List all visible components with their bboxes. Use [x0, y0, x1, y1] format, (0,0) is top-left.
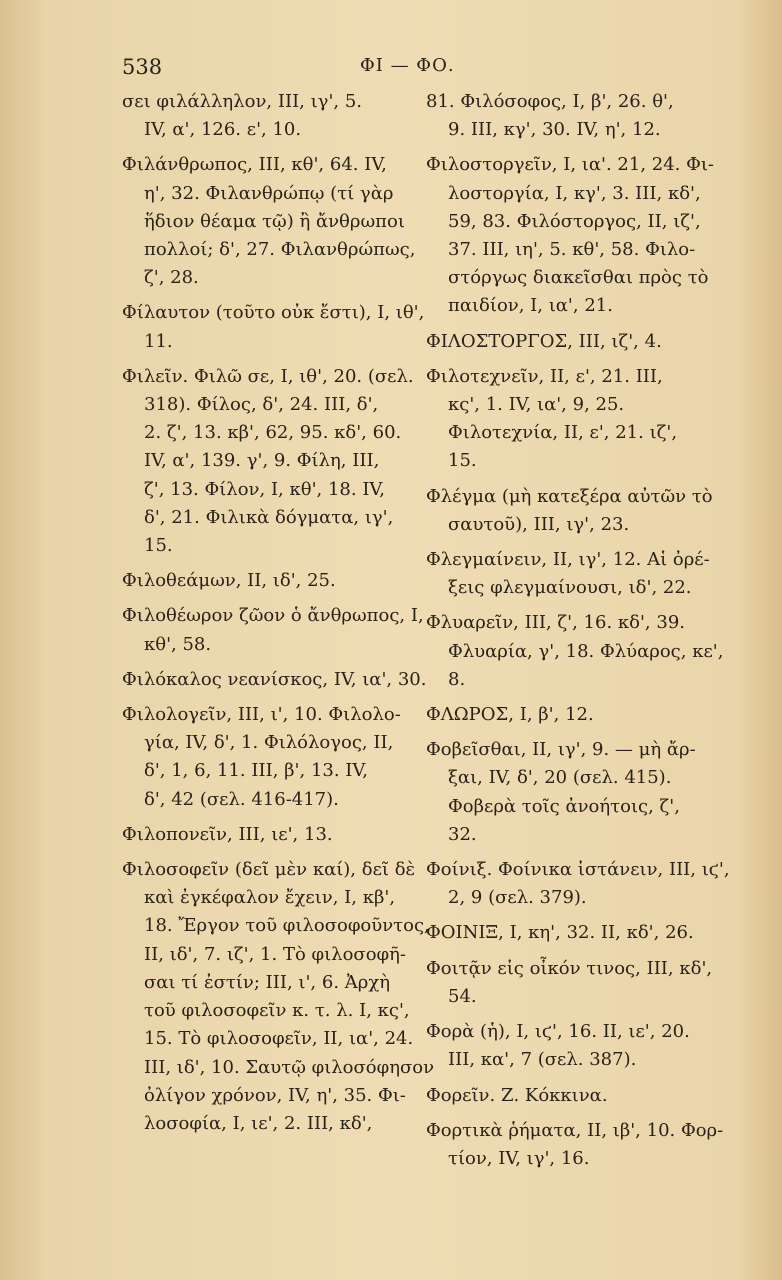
entry-line: Φοβεῖσθαι, II, ιγ', 9. — μὴ ἄρ-: [426, 739, 696, 761]
index-entry: [122, 856, 435, 1138]
index-entry: [122, 666, 427, 694]
entry-line: 32.: [448, 823, 477, 845]
index-entry: [426, 856, 730, 912]
entry-line: στόργως διακεῖσθαι πρὸς τὸ: [448, 267, 709, 289]
index-entry: [122, 567, 410, 595]
index-entry: [426, 955, 718, 1011]
entry-line: Φιλοτεχνεῖν, II, ε', 21. III,: [426, 365, 663, 387]
entry-line: 18. Ἔργον τοῦ φιλοσοφοῦντος,: [144, 915, 430, 937]
entry-line: σαι τί ἐστίν; III, ι', 6. Ἀρχὴ: [144, 971, 391, 993]
entry-line: κθ', 58.: [144, 633, 212, 655]
entry-line: 318). Φίλος, δ', 24. III, δ',: [144, 394, 379, 416]
entry-line: σει φιλάλληλον, III, ιγ', 5.: [122, 91, 363, 112]
entry-line: δ', 1, 6, 11. III, β', 13. IV,: [144, 760, 368, 782]
entry-line: III, κα', 7 (σελ. 387).: [448, 1049, 637, 1071]
entry-line: γία, IV, δ', 1. Φιλόλογος, II,: [144, 732, 394, 754]
entry-line: πολλοί; δ', 27. Φιλανθρώπως,: [144, 239, 416, 261]
entry-line: 2, 9 (σελ. 379).: [448, 887, 587, 909]
entry-line: 11.: [144, 330, 173, 352]
entry-line: Φοίνιξ. Φοίνικα ἱστάνειν, III, ιϛ',: [426, 859, 730, 881]
index-entry: [426, 363, 718, 476]
entry-line: ΦΙΛΟΣΤΟΡΓΟΣ, III, ιζ', 4.: [426, 330, 662, 352]
entry-line: 15.: [448, 450, 477, 472]
entry-line: Φορὰ (ἡ), I, ιϛ', 16. II, ιε', 20.: [426, 1021, 690, 1043]
index-entry: [426, 1082, 718, 1110]
entry-line: η', 32. Φιλανθρώπῳ (τί γὰρ: [144, 182, 394, 204]
entry-line: τοῦ φιλοσοφεῖν κ. τ. λ. I, κς',: [144, 1000, 410, 1022]
entry-line: IV, α', 126. ε', 10.: [144, 119, 302, 141]
entry-line: 81. Φιλόσοφος, I, β', 26. θ',: [426, 91, 674, 112]
entry-line: 9. III, κγ', 30. IV, η', 12.: [448, 119, 661, 141]
entry-line: ΦΟΙΝΙΞ, I, κη', 32. II, κδ', 26.: [426, 922, 694, 944]
entry-line: 15. Τὸ φιλοσοφεῖν, II, ια', 24.: [144, 1028, 414, 1050]
index-entry: [122, 701, 410, 814]
entry-line: Φιλοσοφεῖν (δεῖ μὲν καί), δεῖ δὲ: [122, 859, 416, 881]
entry-line: λοσοφία, I, ιε', 2. III, κδ',: [144, 1112, 373, 1134]
entry-line: IV, α', 139. γ', 9. Φίλη, III,: [144, 450, 380, 472]
entry-line: ξεις φλεγμαίνουσι, ιδ', 22.: [448, 577, 692, 599]
entry-line: III, ιδ', 10. Σαυτῷ φιλοσόφησον: [144, 1056, 435, 1078]
entry-line: Φλεγμαίνειν, II, ιγ', 12. Αἱ ὀρέ-: [426, 549, 710, 571]
entry-line: 37. III, ιη', 5. κθ', 58. Φιλο-: [448, 239, 696, 261]
entry-line: Φορεῖν. Ζ. Κόκκινα.: [426, 1084, 608, 1106]
index-entry: [426, 919, 718, 947]
index-entry: [426, 609, 724, 694]
index-entry: [122, 363, 414, 560]
index-entry: [426, 736, 718, 849]
entry-line: Φλυαρία, γ', 18. Φλύαρος, κε',: [448, 640, 724, 662]
index-entry: [426, 701, 718, 729]
index-entry: [122, 602, 424, 658]
entry-line: Φιλοθεάμων, II, ιδ', 25.: [122, 570, 336, 592]
entry-line: 59, 83. Φιλόστοργος, II, ιζ',: [448, 210, 701, 232]
entry-line: II, ιδ', 7. ιζ', 1. Τὸ φιλοσοφῆ-: [144, 943, 407, 965]
entry-line: παιδίον, I, ια', 21.: [448, 295, 613, 317]
entry-line: Φιλοστοργεῖν, I, ια'. 21, 24. Φι-: [426, 154, 714, 176]
entry-line: 8.: [448, 668, 466, 690]
entry-line: ὀλίγον χρόνον, IV, η', 35. Φι-: [144, 1084, 406, 1106]
index-entry: [122, 88, 410, 144]
running-head: ΦΙ — ΦΟ.: [360, 55, 455, 76]
entry-line: 2. ζ', 13. κβ', 62, 95. κδ', 60.: [144, 422, 402, 444]
left-column: [122, 88, 435, 1145]
entry-line: ζ', 13. Φίλον, I, κθ', 18. IV,: [144, 478, 386, 500]
right-column: [426, 88, 730, 1180]
entry-line: λοστοργία, I, κγ', 3. III, κδ',: [448, 182, 701, 204]
page-number: 538: [122, 55, 163, 79]
entry-line: ξαι, IV, δ', 20 (σελ. 415).: [448, 767, 672, 789]
entry-line: Φιλοθέωρον ζῶον ὁ ἄνθρωπος, I,: [122, 605, 424, 627]
index-entry: [426, 151, 718, 320]
entry-line: Φλυαρεῖν, III, ζ', 16. κδ', 39.: [426, 612, 685, 634]
index-entry: [122, 821, 410, 849]
entry-line: ΦΛΩΡΟΣ, I, β', 12.: [426, 704, 594, 726]
page-header: [0, 55, 782, 85]
entry-line: ἥδιον θέαμα τῷ) ἢ ἄνθρωποι: [144, 210, 405, 232]
index-entry: [122, 299, 425, 355]
entry-line: 54.: [448, 985, 477, 1007]
index-entry: [426, 483, 718, 539]
index-entry: [426, 328, 718, 356]
entry-line: τίον, IV, ιγ', 16.: [448, 1147, 590, 1169]
entry-line: Φιλόκαλος νεανίσκος, IV, ια', 30.: [122, 668, 427, 690]
entry-line: Φορτικὰ ῥήματα, II, ιβ', 10. Φορ-: [426, 1119, 724, 1141]
entry-line: Φιλεῖν. Φιλῶ σε, I, ιθ', 20. (σελ.: [122, 365, 414, 387]
entry-line: σαυτοῦ), III, ιγ', 23.: [448, 513, 630, 535]
index-entry: [426, 1018, 718, 1074]
entry-line: Φιλάνθρωπος, III, κθ', 64. IV,: [122, 154, 387, 176]
entry-line: Φιλολογεῖν, III, ι', 10. Φιλολο-: [122, 704, 401, 726]
index-entry: [426, 546, 718, 602]
entry-line: Φοιτᾷν εἰς οἶκόν τινος, III, κδ',: [426, 957, 713, 979]
entry-line: Φιλοπονεῖν, III, ιε', 13.: [122, 823, 333, 845]
entry-line: 15.: [144, 535, 173, 557]
entry-line: Φίλαυτον (τοῦτο οὐκ ἔστι), I, ιθ',: [122, 302, 425, 324]
entry-line: Φλέγμα (μὴ κατεξέρα αὐτῶν τὸ: [426, 485, 713, 507]
entry-line: Φοβερὰ τοῖς ἀνοήτοις, ζ',: [448, 795, 680, 817]
index-entry: [426, 88, 718, 144]
entry-line: καὶ ἐγκέφαλον ἔχειν, I, κβ',: [144, 887, 396, 909]
index-entry: [122, 151, 416, 292]
entry-line: δ', 21. Φιλικὰ δόγματα, ιγ',: [144, 506, 394, 528]
entry-line: ζ', 28.: [144, 267, 199, 289]
entry-line: δ', 42 (σελ. 416-417).: [144, 788, 339, 810]
index-entry: [426, 1117, 724, 1173]
entry-line: κς', 1. IV, ια', 9, 25.: [448, 394, 625, 416]
entry-line: Φιλοτεχνία, II, ε', 21. ιζ',: [448, 422, 678, 444]
